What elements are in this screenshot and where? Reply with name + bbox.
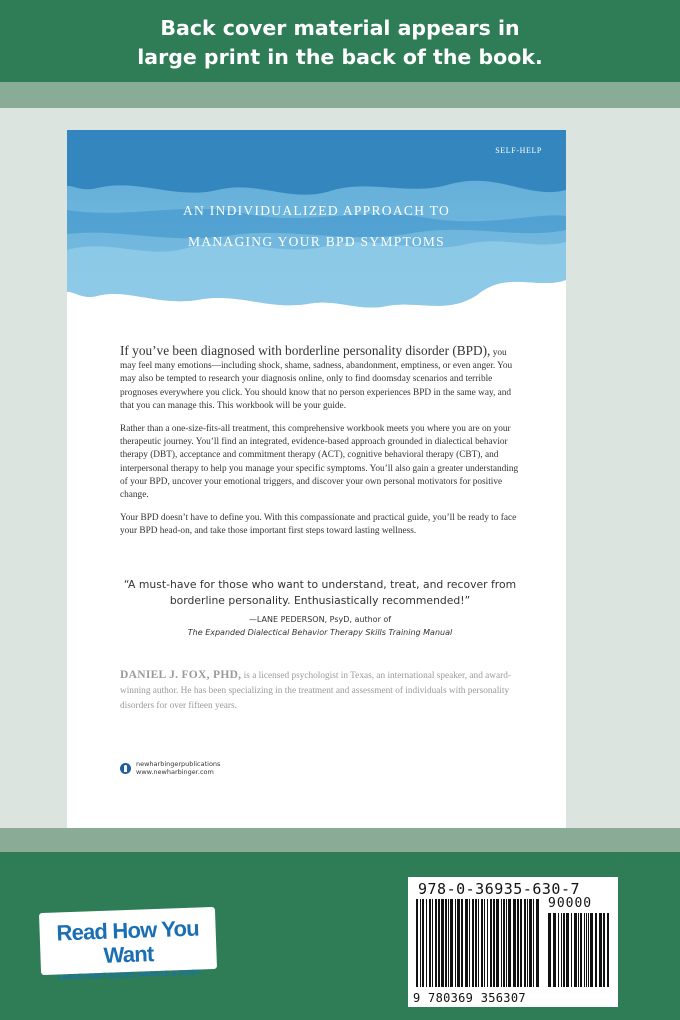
barcode-bar — [420, 899, 421, 987]
barcode-bar — [578, 913, 579, 987]
endorsement — [120, 577, 520, 639]
barcode-bar — [529, 899, 532, 987]
barcode-bar — [533, 899, 534, 987]
barcode — [408, 877, 618, 1007]
barcode-bar — [441, 899, 444, 987]
author-name: DANIEL J. FOX, PHD, — [120, 669, 242, 681]
logo-main-text: Read How You Want — [56, 915, 200, 968]
blurb-p1-rest: you may feel many emotions—including shock, shame, sadness, abandonment, emptiness, or even anger. You may also be tempted to research your diagnosis online, only to find doomsday scenarios and terrible prognoses everywhere you click. You should know that no person experiences BPD in the same way, and that you can manage this. This workbook will be your guide. — [120, 348, 513, 411]
barcode-bar — [586, 913, 587, 987]
barcode-bar — [527, 899, 528, 987]
barcode-bar — [595, 913, 597, 987]
barcode-bar — [536, 899, 539, 987]
barcode-bar — [457, 899, 460, 987]
logo-sub-text: LARGE PRINT BOOKS, BRAILLE & DAISY — [57, 967, 201, 982]
barcode-bar — [553, 913, 556, 987]
barcode-bar — [506, 899, 507, 987]
barcode-bar — [590, 913, 593, 987]
barcode-bar — [496, 899, 499, 987]
barcode-bar — [588, 913, 589, 987]
bottom-stripe — [0, 828, 680, 852]
endorsement-attribution — [120, 613, 520, 639]
barcode-bar — [493, 899, 495, 987]
blurb — [120, 344, 520, 549]
isbn-text: 978-0-36935-630-7 — [418, 880, 581, 898]
barcode-bar — [501, 899, 502, 987]
barcode-bar — [475, 899, 477, 987]
barcode-bar — [574, 913, 577, 987]
tagline-line-1: AN INDIVIDUALIZED APPROACH TO — [182, 203, 451, 218]
barcode-bar — [448, 899, 449, 987]
barcode-bar — [566, 913, 569, 987]
barcode-bar — [422, 899, 424, 987]
barcode-bar — [487, 899, 488, 987]
read-how-you-want-logo — [39, 907, 217, 982]
barcode-bar — [571, 913, 572, 987]
barcode-bar — [432, 899, 433, 987]
barcode-bar — [465, 899, 468, 987]
barcode-bar — [563, 913, 565, 987]
blurb-paragraph-2: Rather than a one-size-fits-all treatment, this comprehensive workbook meets you where you are on your therapeutic journey. You’ll find an integrated, evidence-based approach grounded in dialectical behavior therapy (DBT), acceptance and commitment therapy (ACT), cognitive behavioral therapy (CBT), and interpersonal therapy to help you manage your specific symptoms. You’ll also gain a greater understanding of your BPD, uncover your emotional triggers, and discover your own personal motivators for positive change. — [120, 424, 519, 501]
blurb-lead: If you’ve been diagnosed with borderline personality disorder (BPD), — [120, 343, 491, 358]
notice-line-1: Back cover material appears in — [160, 16, 520, 40]
barcode-bar — [548, 913, 551, 987]
barcode-bar — [438, 899, 440, 987]
blurb-paragraph-3: Your BPD doesn’t have to define you. With this compassionate and practical guide, you’ll be ready to face your BPD head-on, and take those important first steps toward lasting wellness. — [120, 513, 517, 537]
barcode-bar — [584, 913, 585, 987]
barcode-bar — [455, 899, 456, 987]
barcode-bar — [558, 913, 559, 987]
barcode-bar — [599, 913, 602, 987]
barcode-bar — [603, 913, 605, 987]
ean-barcode-bars — [416, 899, 541, 987]
ean-digits: 9 780369 356307 — [413, 991, 526, 1005]
barcode-bar — [508, 899, 511, 987]
barcode-bar — [429, 899, 431, 987]
top-stripe — [0, 82, 680, 108]
barcode-bar — [580, 913, 582, 987]
barcode-bar — [490, 899, 492, 987]
barcode-bar — [435, 899, 437, 987]
blurb-paragraph-1 — [120, 344, 520, 413]
barcode-bar — [450, 899, 453, 987]
author-bio — [120, 668, 520, 714]
barcode-bar — [607, 913, 609, 987]
back-cover — [67, 130, 566, 828]
barcode-bar — [524, 899, 526, 987]
publisher-block — [120, 760, 220, 776]
barcode-bar — [472, 899, 474, 987]
author-bio-text: is a licensed psychologist in Texas, an international speaker, and award-winning author. He has been specializing in the treatment and assessment of individuals with personality disorders for over fifteen years. — [120, 671, 511, 711]
watercolor-banner — [67, 130, 566, 320]
barcode-bar — [478, 899, 479, 987]
barcode-bar — [461, 899, 463, 987]
barcode-bar — [517, 899, 519, 987]
barcode-bar — [503, 899, 505, 987]
supplement-barcode-bars — [548, 913, 610, 987]
supplement-code: 90000 — [548, 896, 593, 911]
barcode-bar — [481, 899, 483, 987]
endorsement-quote: “A must-have for those who want to understand, treat, and recover from borderline personality. Enthusiastically recommended!” — [123, 578, 517, 607]
endorser-book-title: The Expanded Dialectical Behavior Therapy Skills Training Manual — [187, 628, 453, 637]
barcode-bar — [520, 899, 522, 987]
footer-band — [0, 852, 680, 1020]
barcode-bar — [445, 899, 447, 987]
endorser-name: —LANE PEDERSON, PsyD, author of — [248, 615, 392, 624]
barcode-bar — [416, 899, 418, 987]
barcode-bar — [426, 899, 427, 987]
notice-line-2: large print in the back of the book. — [137, 45, 543, 69]
barcode-bar — [513, 899, 516, 987]
publisher-name: newharbingerpublications — [136, 760, 221, 768]
category-label: SELF-HELP — [495, 146, 542, 155]
publisher-url: www.newharbinger.com — [136, 768, 214, 776]
barcode-bar — [484, 899, 485, 987]
tagline-line-2: MANAGING YOUR BPD SYMPTOMS — [188, 234, 445, 249]
barcode-bar — [561, 913, 562, 987]
publisher-logo-icon — [120, 763, 131, 774]
large-print-notice-banner — [0, 0, 680, 82]
barcode-bar — [469, 899, 470, 987]
